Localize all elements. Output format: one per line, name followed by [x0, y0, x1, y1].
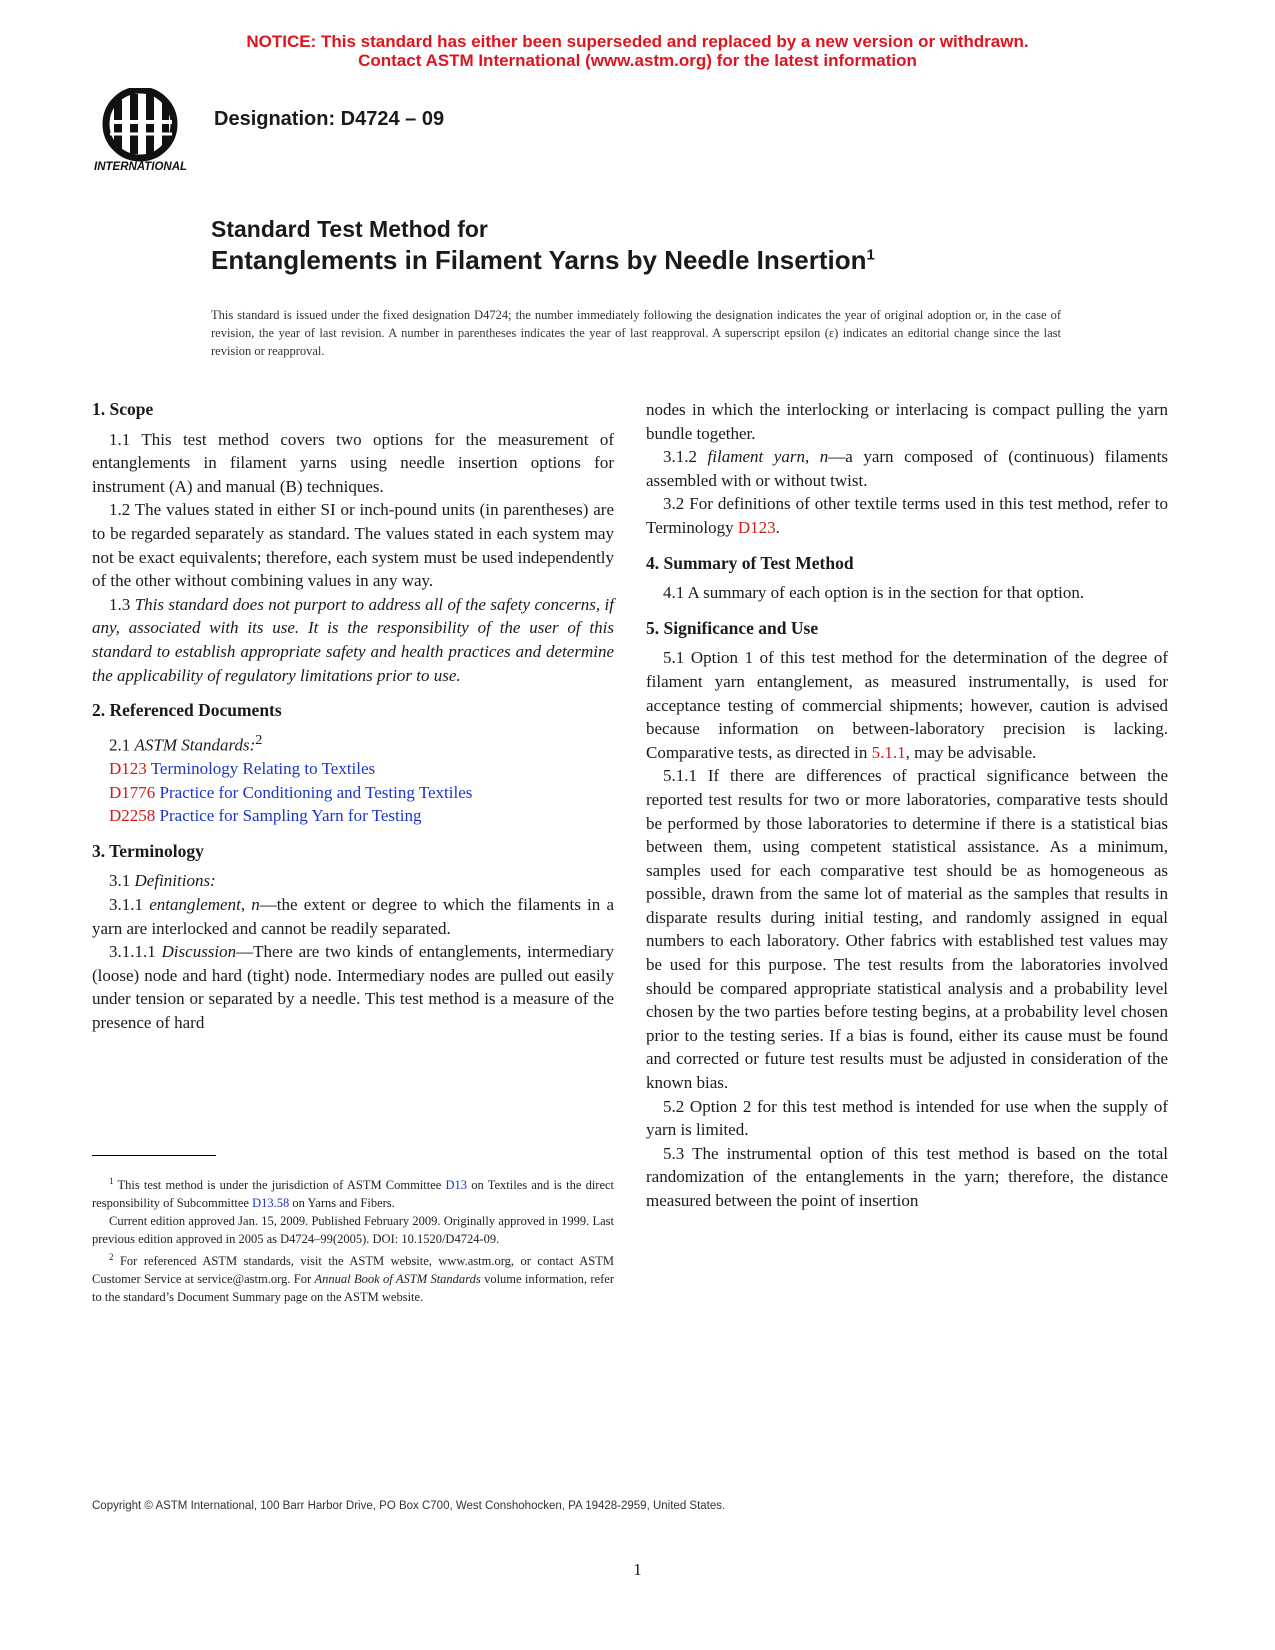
para-3-1-num: 3.1 [109, 871, 131, 891]
ref-link[interactable] [92, 781, 614, 805]
ref-link[interactable] [92, 757, 614, 781]
ref-title[interactable]: Practice for Sampling Yarn for Testing [159, 806, 422, 826]
logo-text: INTERNATIONAL [94, 161, 188, 173]
left-column [92, 398, 614, 1035]
para-3-2 [646, 492, 1168, 539]
footnote-2-mark: 2 [109, 1252, 114, 1263]
para-1-2: 1.2 The values stated in either SI or inch-pound units (in parentheses) are to be regarded separately as standard. The values stated in each system may not be exact equivalents; therefore, each system must be used independently of the other without combining values in any way. [92, 500, 614, 591]
title-line-2-text: Entanglements in Filament Yarns by Needle Insertion [211, 245, 867, 275]
para-5-2: 5.2 Option 2 for this test method is intended for use when the supply of yarn is limited. [646, 1096, 1168, 1140]
para-2-1-text: ASTM Standards: [134, 735, 256, 755]
link-d13[interactable]: D13 [445, 1178, 468, 1193]
para-3-1-1: 3.1.1 entanglement, n—the extent or degree to which the filaments in a yarn are interlocked and cannot be readily separated. [92, 894, 615, 938]
footnote-rule [92, 1155, 216, 1156]
designation: Designation: D4724 – 09 [214, 108, 445, 130]
document-title [211, 215, 875, 276]
section-heading-significance: 5. Significance and Use [646, 617, 819, 638]
para-2-1 [92, 729, 614, 757]
footnote-2-italic: Annual Book of ASTM Standards [314, 1272, 481, 1287]
term-entanglement: entanglement [149, 894, 241, 914]
para-5-3: 5.3 The instrumental option of this test method is based on the total randomization of the entanglements in the yarn; therefore, the distance measured between the point of insertion [646, 1143, 1168, 1210]
para-3-1-1-1-num: 3.1.1.1 [109, 942, 156, 962]
term-pos: n [819, 447, 829, 467]
footnote-1-a: This test method is under the jurisdiction of ASTM Committee [117, 1178, 442, 1193]
ref-title[interactable]: Practice for Conditioning and Testing Textiles [159, 782, 473, 802]
term-pos: n [251, 894, 260, 914]
title-footnote-mark: 1 [866, 246, 875, 264]
para-4-1: 4.1 A summary of each option is in the section for that option. [663, 583, 1085, 603]
para-3-1-1-text: —the extent or degree to which the filaments in a yarn are interlocked and cannot be readily separated. [92, 894, 615, 938]
footnote-1 [92, 1172, 614, 1212]
notice-line-2: Contact ASTM International (www.astm.org) for the latest information [358, 51, 917, 70]
section-heading-referenced: 2. Referenced Documents [92, 700, 282, 721]
footnote-1-b: on Textiles and is the direct responsibility of Subcommittee [92, 1178, 615, 1211]
para-2-1-mark: 2 [255, 731, 263, 748]
astm-logo [92, 88, 196, 183]
astm-logo-icon [92, 88, 196, 183]
right-column [646, 398, 1168, 1213]
para-1-3 [92, 593, 614, 687]
para-5-1-1: 5.1.1 If there are differences of practical significance between the reported test results for two or more laboratories, comparative tests should be performed by those laboratories to determine if there is a statistical bias between them, using competent statistical assistance. As a minimum, samples used for each comparative test should be as homogeneous as possible, drawn from the same lot of material as the samples that results in disparate results during initial testing, and randomly assigned in equal numbers to each laboratory. Other fabrics with established test values may be used for this purpose. The test results from the laboratories involved should be compared appropriate statistical analysis and a probability level chosen by the two parties before testing begins, at a probability level chosen prior to the testing series. If a bias is found, either its cause must be found and corrected or future test results must be adjusted in consideration of the known bias. [646, 766, 1168, 1093]
para-5-1-text: 5.1 Option 1 of this test method for the determination of the degree of filament yarn entanglement, as measured instrumentally, is used for acceptance testing of commercial shipments; however, caution is advised because information on between-laboratory precision is lacking. Comparative tests, as directed in [646, 648, 1168, 762]
footnote-1-c: on Yarns and Fibers. [292, 1196, 395, 1211]
footnotes [92, 1172, 614, 1306]
para-1-3-text: This standard does not purport to address all of the safety concerns, if any, associated with its use. It is the responsibility of the user of this standard to establish appropriate safety and health practices and determine the applicability of regulatory limitations prior to use. [92, 594, 614, 685]
para-5-1-end: , may be advisable. [905, 742, 1037, 762]
para-5-1 [646, 646, 1168, 764]
ref-title[interactable]: Terminology Relating to Textiles [150, 758, 376, 778]
para-3-1-1-1-continued: nodes in which the interlocking or interlacing is compact pulling the yarn bundle together. [646, 400, 1168, 443]
notice-line-1: NOTICE: This standard has either been superseded and replaced by a new version or withdrawn. [246, 32, 1029, 51]
ref-code[interactable]: D123 [109, 758, 147, 778]
footnote-2 [92, 1248, 614, 1306]
para-1-3-num: 1.3 [109, 594, 131, 614]
para-3-1-1-num: 3.1.1 [109, 894, 143, 914]
footnote-1-edition: Current edition approved Jan. 15, 2009. Published February 2009. Originally approved in 1999. Last previous edition approved in 2005 as D4724–99(2005). DOI: 10.1520/D4724-09. [92, 1214, 614, 1247]
para-3-1-2-num: 3.1.2 [663, 447, 697, 467]
para-1-1: 1.1 This test method covers two options for the measurement of entanglements in filament yarns using needle insertion options for instrument (A) and manual (B) techniques. [92, 429, 614, 496]
title-line-1: Standard Test Method for [211, 216, 488, 242]
para-3-1-1-1-text: —There are two kinds of entanglements, intermediary (loose) node and hard (tight) node. Intermediary nodes are pulled out easily under tension or separated by a needle. This test method is a measure of the presence of hard [92, 942, 614, 1032]
para-3-1-text: Definitions: [134, 871, 216, 891]
ref-code[interactable]: D1776 [109, 782, 156, 802]
notice-banner [0, 32, 1275, 70]
page-number: 1 [633, 1560, 642, 1579]
issue-statement: This standard is issued under the fixed designation D4724; the number immediately following the designation indicates the year of original adoption or, in the case of revision, the year of last revision. A number in parentheses indicates the year of last reapproval. A superscript epsilon (ε) indicates an editorial change since the last revision or reapproval. [211, 308, 1061, 358]
footnote-2-a: For referenced ASTM standards, visit the ASTM website, www.astm.org, or contact ASTM Customer Service at service@astm.org. For [92, 1254, 615, 1287]
term-filament-yarn: filament yarn [707, 447, 805, 467]
term-discussion: Discussion [161, 942, 237, 962]
para-3-1-1-1 [92, 940, 614, 1034]
ref-code[interactable]: D2258 [109, 806, 156, 826]
para-3-1 [92, 869, 614, 893]
title-line-2 [211, 244, 875, 276]
link-5-1-1[interactable]: 5.1.1 [871, 742, 906, 762]
footnote-1-mark: 1 [109, 1176, 114, 1186]
para-3-1-2-text: —a yarn composed of (continuous) filaments assembled with or without twist. [646, 447, 1168, 490]
para-3-1-2: 3.1.2 filament yarn, n—a yarn composed of (continuous) filaments assembled with or without twist. [646, 447, 1168, 490]
copyright: Copyright © ASTM International, 100 Barr Harbor Drive, PO Box C700, West Conshohocken, PA 19428-2959, United States. [92, 1500, 726, 1512]
para-3-2-text: 3.2 For definitions of other textile terms used in this test method, refer to Terminology [646, 494, 1168, 537]
section-heading-scope: 1. Scope [92, 399, 154, 419]
link-d123[interactable]: D123 [737, 517, 776, 537]
ref-link[interactable] [92, 804, 614, 828]
section-heading-terminology: 3. Terminology [92, 840, 204, 861]
para-3-2-end: . [775, 517, 780, 537]
section-heading-summary: 4. Summary of Test Method [646, 552, 854, 573]
para-2-1-num: 2.1 [109, 735, 131, 755]
footnote-2-b: volume information, refer to the standard’s Document Summary page on the ASTM website. [92, 1272, 614, 1305]
link-d13-58[interactable]: D13.58 [252, 1196, 290, 1211]
